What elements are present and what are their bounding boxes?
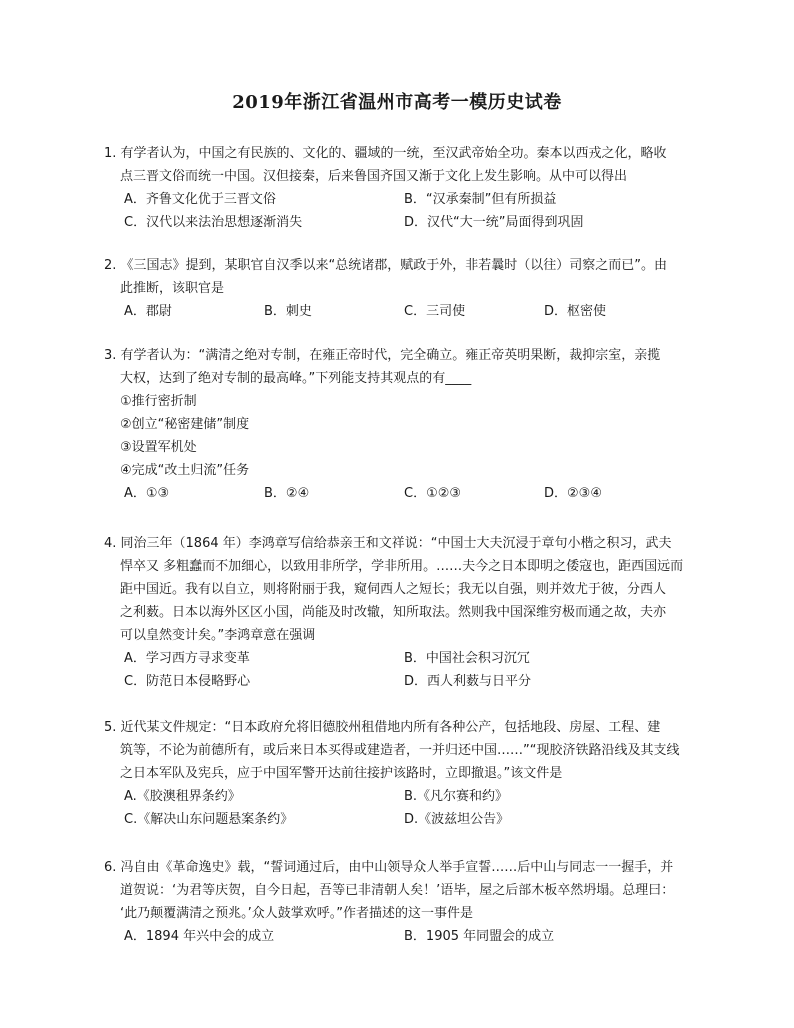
question-5-options-row-1	[104, 785, 714, 808]
question-6-stem-line-2: 道贺说：‘为君等庆贺，自今日起，吾等已非清朝人矣！’语毕，屋之后部木板卒然坍塌。总理曰：	[120, 883, 675, 898]
question-1-options-row-1	[104, 188, 714, 211]
page-title: 2019年浙江省温州市高考一模历史试卷	[232, 92, 562, 113]
question-3-item-1: ①推行密折制	[120, 394, 197, 409]
option-a: A.《胶澳租界条约》	[124, 789, 241, 804]
question-4-stem-line-4: 之利薮。日本以海外区区小国，尚能及时改辙，知所取法。然则我中国深维穷极而通之故，夫亦	[120, 605, 667, 620]
question-6	[104, 856, 714, 948]
option-b: B．1905 年同盟会的成立	[404, 929, 555, 944]
option-c: C．汉代以来法治思想逐渐消失	[124, 215, 303, 230]
question-5-stem-line-1: 5. 近代某文件规定：“日本政府允将旧德胶州租借地内所有各种公产，包括地段、房屋、工程、建	[104, 720, 661, 735]
option-b: B．中国社会积习沉冗	[404, 651, 530, 666]
question-2-stem-line-2: 此推断，该职官是	[120, 281, 225, 296]
question-3-stem-line-2: 大权，达到了绝对专制的最高峰。”下列能支持其观点的有____	[120, 371, 472, 386]
option-b: B．刺史	[264, 304, 312, 319]
question-2	[104, 254, 714, 323]
question-3	[104, 344, 714, 505]
question-2-options-row	[104, 300, 714, 323]
option-c: C．防范日本侵略野心	[124, 674, 251, 689]
question-4-stem-line-1: 4. 同治三年（1864 年）李鸿章写信给恭亲王和文祥说：“中国士大夫沉浸于章句小楷之积习，武夫	[104, 536, 672, 551]
option-b: B．②④	[264, 486, 310, 501]
question-4-options-row-2	[104, 670, 714, 693]
question-1-options-row-2	[104, 211, 714, 234]
option-d: D.《波兹坦公告》	[404, 812, 510, 827]
question-4	[104, 532, 714, 693]
question-4-stem-line-3: 距中国近。我有以自立，则将附丽于我，窥伺西人之短长；我无以自强，则并效尤于彼，分西人	[120, 582, 667, 597]
question-4-stem-line-5: 可以皇然变计矣。”李鸿章意在强调	[120, 628, 316, 643]
option-d: D．西人利薮与日平分	[404, 674, 532, 689]
question-1-stem-line-2: 点三晋文俗而统一中国。汉但接秦，后来鲁国齐国又渐于文化上发生影响。从中可以得出	[120, 169, 628, 184]
question-3-item-3: ③设置军机处	[120, 440, 197, 455]
question-3-options-row	[104, 482, 714, 505]
question-1	[104, 142, 714, 234]
option-c: C．三司使	[404, 304, 466, 319]
question-1-stem-line-1: 1. 有学者认为，中国之有民族的、文化的、疆域的一统，至汉武帝始全功。秦本以西戎之化，略收	[104, 146, 667, 161]
option-a: A．1894 年兴中会的成立	[124, 929, 275, 944]
option-c: C.《解决山东问题悬案条约》	[124, 812, 294, 827]
question-6-options-row-1	[104, 925, 714, 948]
option-a: A．齐鲁文化优于三晋文俗	[124, 192, 276, 207]
question-3-item-4: ④完成“改土归流”任务	[120, 463, 250, 478]
option-d: D．汉代“大一统”局面得到巩固	[404, 215, 584, 230]
option-d: D．枢密使	[544, 304, 607, 319]
question-2-stem-line-1: 2. 《三国志》提到，某职官自汉季以来“总统诸郡，赋政于外，非若曩时（以往）司察之而已”。由	[104, 258, 668, 273]
question-3-stem-line-1: 3. 有学者认为：“满清之绝对专制，在雍正帝时代，完全确立。雍正帝英明果断，裁抑宗室，亲揽	[104, 348, 661, 363]
question-4-stem-line-2: 悍卒又 多粗蠢而不加细心，以致用非所学，学非所用。……夫今之日本即明之倭寇也，距西国远而	[120, 559, 684, 574]
question-5-options-row-2	[104, 808, 714, 831]
question-5	[104, 716, 714, 831]
question-5-stem-line-3: 之日本军队及宪兵，应于中国军警开达前往接护该路时，立即撤退。”该文件是	[120, 766, 563, 781]
option-b: B．“汉承秦制”但有所损益	[404, 192, 557, 207]
question-6-stem-line-3: ‘此乃颠覆满清之预兆。’众人鼓掌欢呼。”作者描述的这一事件是	[120, 906, 473, 921]
question-5-stem-line-2: 筑等，不论为前德所有，或后来日本买得或建造者，一并归还中国……”“现胶济铁路沿线及其支线	[120, 743, 680, 758]
option-d: D．②③④	[544, 486, 602, 501]
question-4-options-row-1	[104, 647, 714, 670]
question-6-stem-line-1: 6. 冯自由《革命逸史》载，“誓词通过后，由中山领导众人举手宣誓……后中山与同志一一握手，并	[104, 860, 674, 875]
option-b: B.《凡尔赛和约》	[404, 789, 509, 804]
option-a: A．学习西方寻求变革	[124, 651, 250, 666]
option-a: A．郡尉	[124, 304, 172, 319]
option-a: A．①③	[124, 486, 170, 501]
question-3-item-2: ②创立“秘密建储”制度	[120, 417, 250, 432]
option-c: C．①②③	[404, 486, 462, 501]
